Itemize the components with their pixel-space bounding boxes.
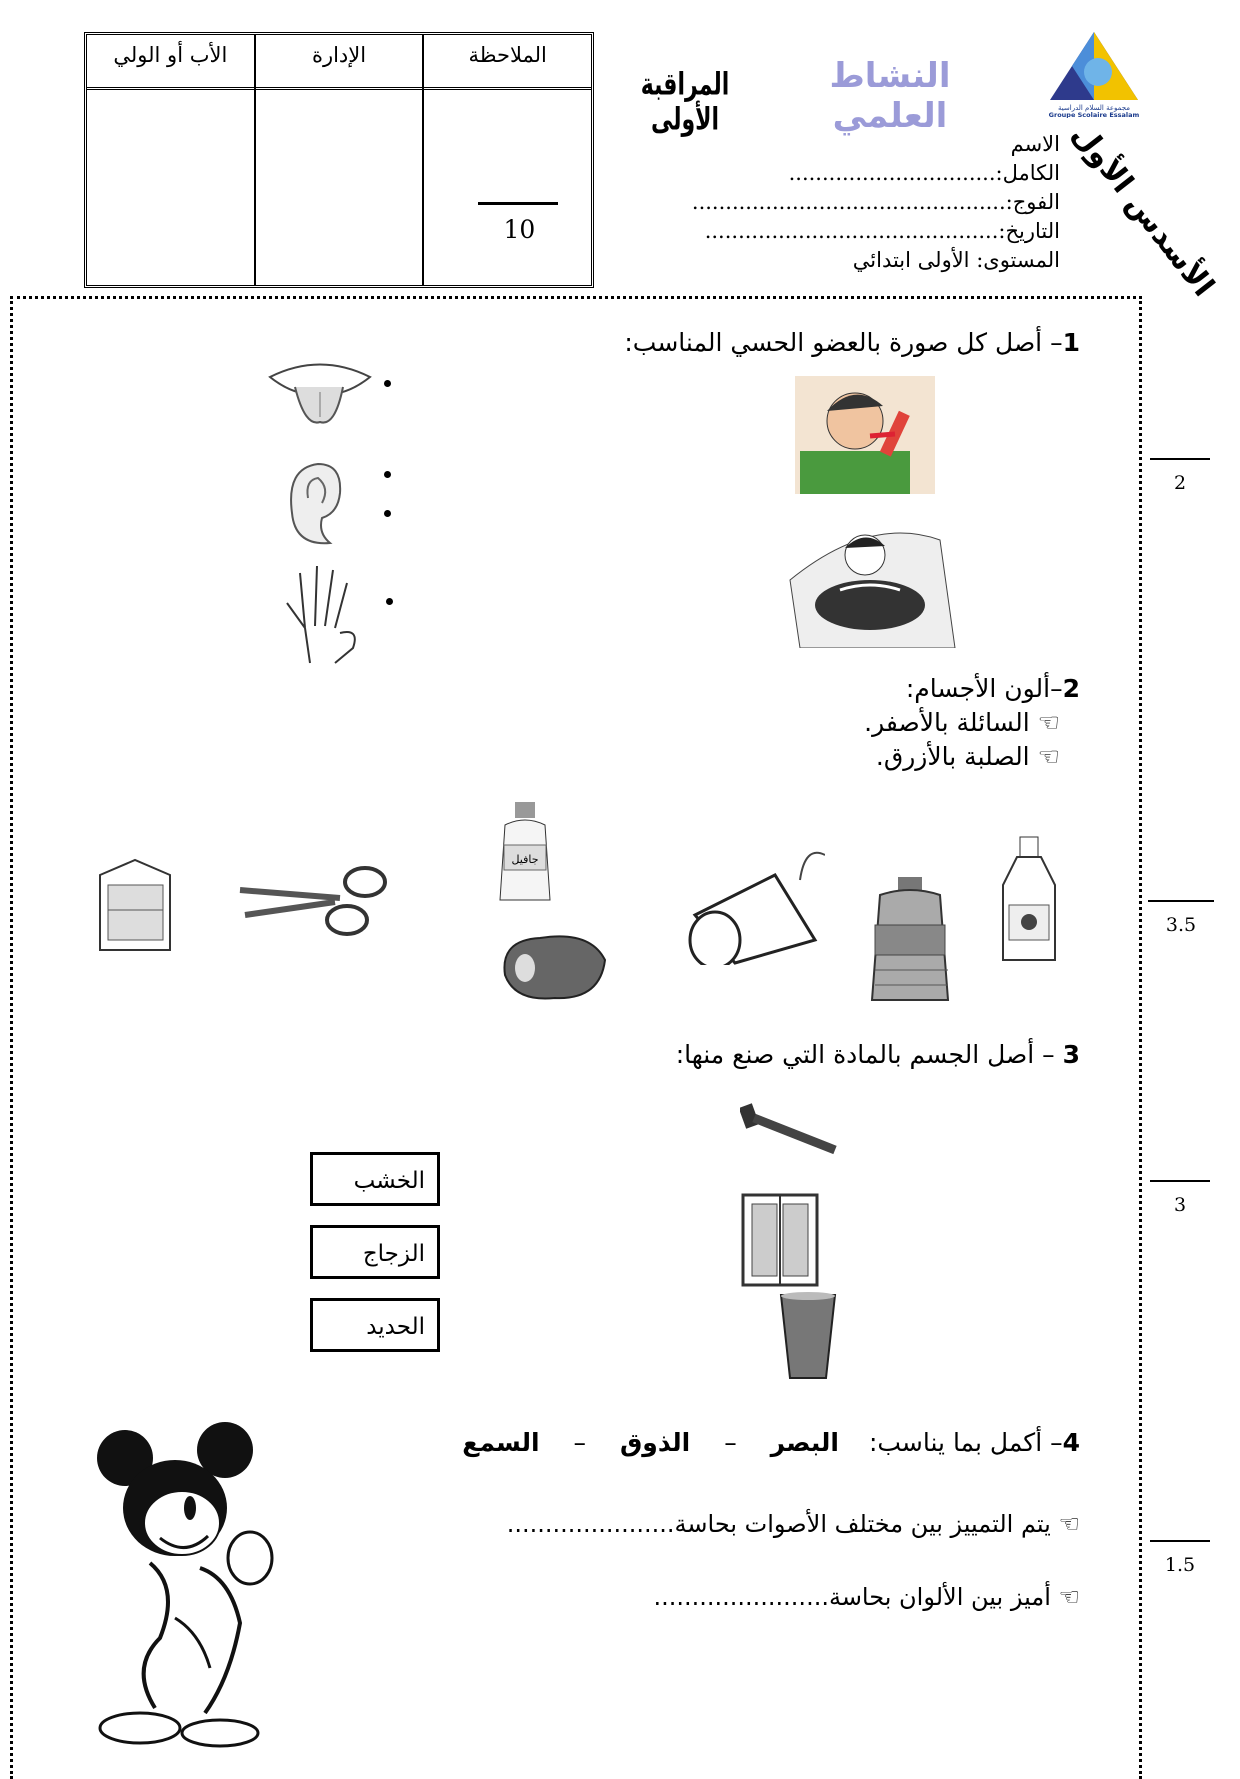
name-row [740,130,1060,188]
score-total: 10 [503,215,536,244]
cartoon-mouse-image [90,1418,280,1752]
q2-item-solid: ☜ الصلبة بالأزرق. [875,742,1060,771]
material-iron-box[interactable]: الحديد [310,1298,440,1352]
student-info [691,130,1060,275]
ear-icon [280,458,350,552]
material-wood-box[interactable]: الخشب [310,1152,440,1206]
parent-header: الأب أو الولي [87,35,254,90]
level-row: المستوى: الأولى ابتدائي [852,248,1060,272]
q4-word-sight: البصر [770,1428,839,1457]
q3-text: – أصل الجسم بالمادة التي صنع منها: [675,1040,1063,1069]
bleach-bottle-image[interactable] [490,800,560,909]
q4-text: – أكمل بما يناسب: [868,1428,1063,1457]
remark-header: الملاحظة [424,35,591,90]
q3-mark-value: 3 [1173,1194,1187,1216]
q3-prompt [520,1040,1080,1069]
match-dot-2[interactable] [384,471,391,478]
q4-number: 4 [1062,1428,1080,1457]
q2-number: 2 [1062,674,1080,703]
date-label: التاريخ: [998,219,1060,243]
date-blank[interactable]: ............................................ [704,219,999,243]
q4-sentence-2[interactable]: ☜ أميز بين الألوان بحاسة....................... [653,1583,1080,1611]
milk-bottle-image[interactable] [995,835,1065,969]
q1-number: 1 [1062,328,1080,357]
group-row [691,188,1060,217]
score-line [478,202,558,205]
q4-sentence-1[interactable]: ☜ يتم التمييز بين مختلف الأصوات بحاسة...................... [506,1510,1080,1538]
q2-block [760,672,1080,774]
bandage-roll-image[interactable] [665,845,825,969]
q1-prompt [500,328,1080,357]
remark-column [422,35,591,285]
q1-mark [1150,458,1210,494]
q3-mark-line [1150,1180,1210,1182]
nail-image[interactable] [740,1100,840,1164]
q3-number: 3 [1062,1040,1080,1069]
q2-item-liquid: ☜ السائلة بالأصفر. [864,708,1060,737]
q4-mark [1150,1540,1210,1576]
administration-column [254,35,423,285]
match-dot-4[interactable] [386,598,393,605]
boy-tasting-image [795,376,935,498]
match-dot-3[interactable] [384,510,391,517]
q4-prompt: 4– أكمل بما يناسب: البصر – الذوق – السمع [462,1428,1080,1457]
tongue-icon [265,352,375,436]
subject-title: النشاط العلمي [829,56,951,136]
q4-mark-value: 1.5 [1164,1554,1196,1576]
q2-text: –ألون الأجسام: [905,674,1063,703]
date-row [704,217,1060,246]
administration-header: الإدارة [256,35,423,90]
parent-column [87,35,254,285]
school-logo [1044,30,1144,118]
group-blank[interactable]: ............................................... [691,190,1006,214]
hand-icon [275,558,370,672]
milk-carton-image[interactable] [90,855,180,959]
q2-mark [1148,900,1214,936]
logo-triangle-icon [1044,30,1144,118]
match-dot-1[interactable] [384,380,391,387]
logo-text-fr: Groupe Scolaire Essalam [1048,111,1140,118]
bleach-label: جافيل [511,853,539,866]
q1-mark-value: 2 [1173,472,1187,494]
material-glass-box[interactable]: الزجاج [310,1225,440,1279]
q2-mark-line [1148,900,1214,902]
period-label: الأسدس الأول [1064,117,1221,304]
q2-mark-value: 3.5 [1165,914,1197,936]
exam-title: المراقبة الأولى [640,68,730,138]
stone-image[interactable] [495,930,610,1009]
scissors-image[interactable] [235,860,405,944]
name-blank[interactable]: ............................... [788,161,996,185]
logo-text: مجموعة السلام الدراسية [1058,104,1130,112]
glass-cup-image[interactable] [778,1290,838,1384]
boy-hugging-dog-image [780,520,960,652]
q1-mark-line [1150,458,1210,460]
q3-mark [1150,1180,1210,1216]
q4-word-hearing: السمع [462,1428,540,1457]
q2-prompt [760,672,1080,706]
q4-word-taste: الذوق [619,1428,691,1457]
q4-mark-line [1150,1540,1210,1542]
q1-text: – أصل كل صورة بالعضو الحسي المناسب: [624,328,1063,357]
wardrobe-image[interactable] [740,1192,820,1291]
group-label: الفوج: [1005,190,1060,214]
evaluation-table [84,32,594,288]
oil-bottle-image[interactable] [860,875,960,1009]
name-label: الاسم الكامل: [995,132,1060,185]
